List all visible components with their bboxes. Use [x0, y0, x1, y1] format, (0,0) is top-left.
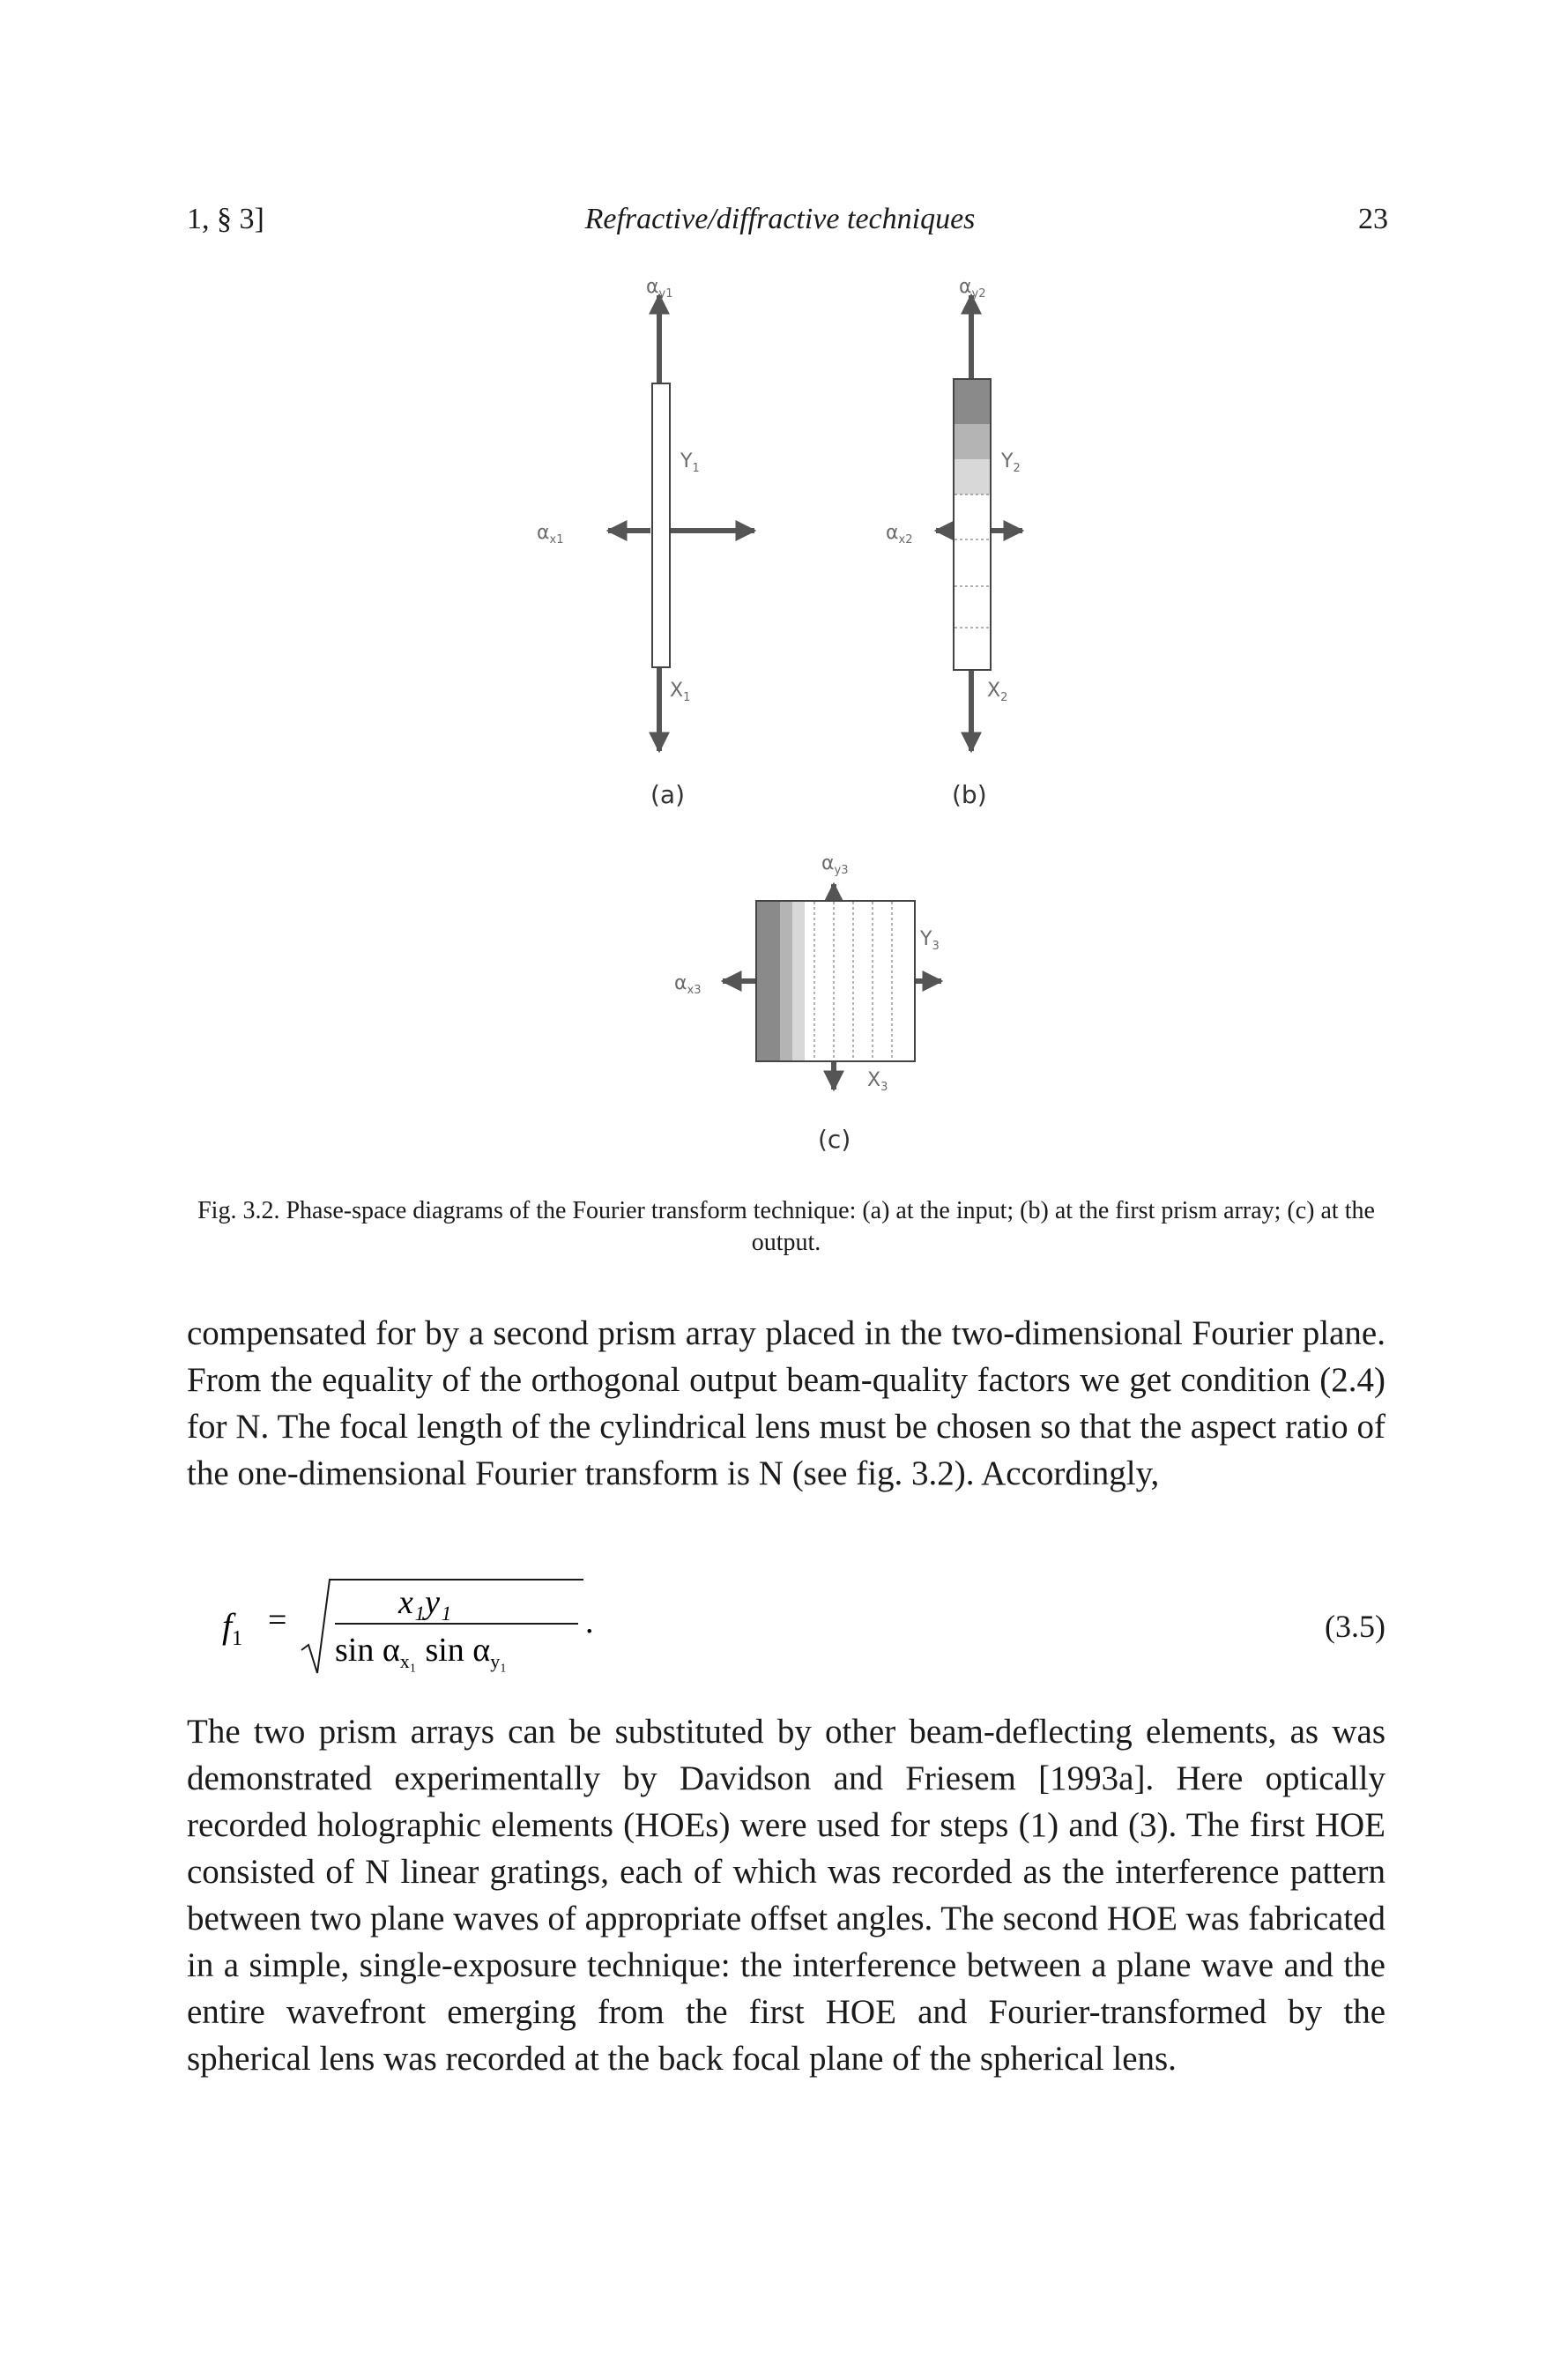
panel-a-beam-rect	[652, 383, 670, 667]
panel-c-x-sub: 3	[880, 1081, 888, 1094]
panel-c	[674, 852, 941, 1154]
svg-text:sin αx₁sin αy₁	[335, 1632, 507, 1672]
panel-b-x-sub: 2	[1000, 691, 1008, 704]
header-section: 1, § 3]	[187, 203, 264, 235]
svg-text:αy1	[646, 276, 672, 301]
caption-label: Fig. 3.2.	[197, 1197, 280, 1224]
equation-3-5	[187, 1569, 1385, 1684]
panel-c-x-label: X	[867, 1069, 881, 1091]
svg-text:f1	[222, 1606, 242, 1650]
equation-denominator-sub2: y₁	[490, 1650, 507, 1672]
panel-c-mid-column	[780, 902, 792, 1060]
equation-number: (3.5)	[1325, 1609, 1385, 1644]
panel-b-light-segment	[955, 459, 990, 495]
panel-a-label: (a)	[650, 780, 686, 809]
svg-text:αy2	[959, 276, 985, 301]
panel-c-alpha-y-symbol: α	[821, 852, 835, 874]
panel-c-y-sub: 3	[932, 940, 940, 953]
paragraph-1: compensated for by a second prism array placed in the two-dimensional Fourier plane. From the equality of the orthogonal output beam-quality factors we get condition (2.4) for N. The focal length of the cylindrical lens must be chosen so that the aspect ratio of the one-dimensional Fourier transform is N (see fig. 3.2). Accordingly,	[187, 1314, 1385, 1492]
panel-b-y-label: Y	[1001, 450, 1014, 472]
panel-b-y-sub: 2	[1013, 462, 1021, 475]
panel-a-alpha-x-symbol: α	[537, 522, 550, 544]
panel-a-alpha-y-sub: y1	[658, 287, 673, 301]
panel-a-alpha-x-sub: x1	[549, 533, 564, 547]
phase-space-figure	[0, 0, 1560, 1172]
equation-denominator-sub1: x₁	[399, 1650, 417, 1672]
panel-c-label: (c)	[818, 1125, 851, 1154]
equation-lhs-sub: 1	[232, 1627, 243, 1650]
panel-c-y-label: Y	[920, 928, 932, 950]
svg-text:X3	[867, 1069, 888, 1094]
svg-text:αx3	[674, 972, 701, 997]
panel-b-dark-segment	[955, 380, 990, 424]
panel-a	[537, 276, 754, 809]
svg-text:αy3	[821, 852, 848, 877]
panel-a-y-label: Y	[680, 450, 693, 472]
svg-text:X2	[987, 680, 1007, 704]
svg-text:Y2	[1000, 450, 1021, 475]
panel-a-x-sub: 1	[683, 691, 691, 704]
figure-caption	[187, 1195, 1385, 1259]
panel-b-alpha-y-sub: y2	[971, 287, 986, 301]
panel-b-alpha-y-symbol: α	[959, 276, 972, 298]
panel-b-label: (b)	[952, 780, 987, 809]
page-number: 23	[1358, 203, 1388, 235]
equation-denominator-sin1: sin α	[335, 1632, 400, 1669]
panel-c-alpha-y-sub: y3	[834, 864, 849, 877]
panel-a-alpha-y-symbol: α	[646, 276, 659, 298]
panel-b-mid-segment	[955, 424, 990, 459]
panel-b-alpha-x-symbol: α	[886, 522, 899, 544]
panel-c-dark-column	[757, 902, 780, 1060]
panel-a-x-label: X	[670, 680, 684, 702]
header-title: Refractive/diffractive techniques	[584, 203, 976, 235]
equation-trailing: .	[585, 1603, 594, 1640]
panel-a-y-sub: 1	[692, 462, 700, 475]
equation-numerator: x₁y₁	[398, 1584, 452, 1621]
svg-text:αx1	[537, 522, 563, 547]
paragraph-2: The two prism arrays can be substituted by other beam-deflecting elements, as was demonstrated experimentally by Davidson and Friesem [1993a]. Here optically recorded holographic elements (HOEs) were used for steps (1) and (3). The first HOE consisted of N linear gratings, each of which was recorded as the interference pattern between two plane waves of appropriate offset angles. The second HOE was fabricated in a simple, single-exposure technique: the interference between a plane wave and the entire wavefront emerging from the first HOE and Fourier-transformed by the spherical lens was recorded at the back focal plane of the spherical lens.	[187, 1713, 1385, 2078]
panel-b-x-label: X	[987, 680, 1001, 702]
panel-c-alpha-x-symbol: α	[674, 972, 687, 994]
equation-equals: =	[268, 1602, 287, 1639]
svg-text:Y3	[919, 928, 940, 953]
panel-c-alpha-x-sub: x3	[687, 984, 702, 997]
equation-denominator-sin2: sin α	[425, 1632, 491, 1669]
equation-lhs: f	[222, 1606, 233, 1646]
caption-text: Phase-space diagrams of the Fourier transform technique: (a) at the input; (b) at the first prism array; (c) at the output.	[286, 1197, 1375, 1256]
equation-body	[222, 1569, 716, 1684]
svg-text:αx2	[886, 522, 912, 547]
panel-c-light-column	[792, 902, 805, 1060]
svg-text:X1	[670, 680, 690, 704]
svg-text:Y1	[680, 450, 700, 475]
panel-b	[886, 276, 1022, 809]
panel-b-alpha-x-sub: x2	[898, 533, 913, 547]
